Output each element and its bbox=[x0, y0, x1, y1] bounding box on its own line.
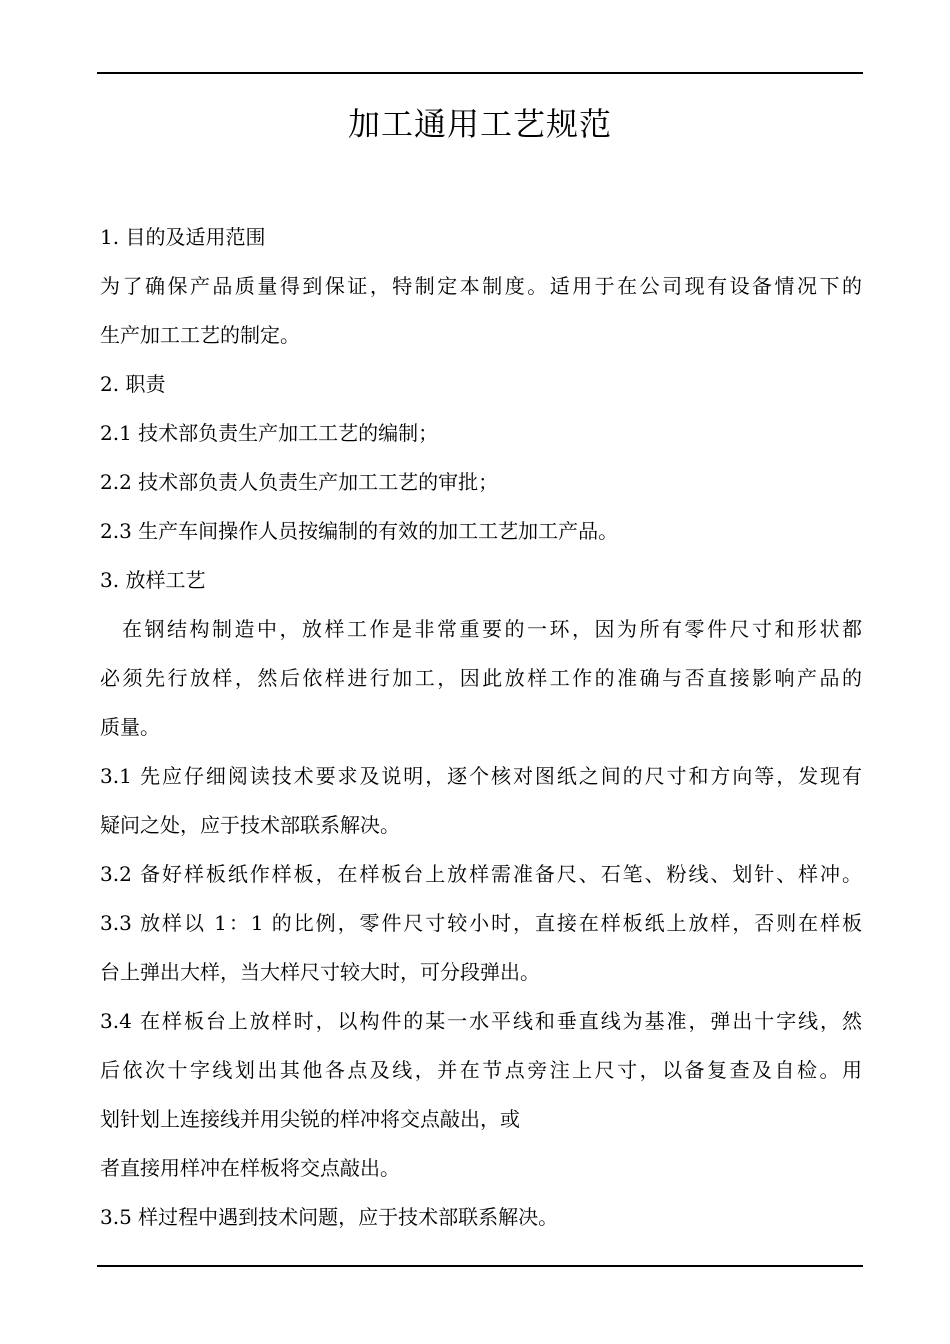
body-line: 疑问之处，应于技术部联系解决。 bbox=[100, 813, 400, 837]
body-line: 2.1 技术部负责生产加工工艺的编制； bbox=[100, 421, 439, 445]
header-rule bbox=[97, 72, 863, 74]
body-line: 后依次十字线划出其他各点及线，并在节点旁注上尺寸，以备复查及自检。用 bbox=[100, 1058, 862, 1082]
body-line: 台上弹出大样，当大样尺寸较大时，可分段弹出。 bbox=[100, 960, 540, 984]
body-line: 为了确保产品质量得到保证，特制定本制度。适用于在公司现有设备情况下的 bbox=[100, 274, 862, 298]
body-line: 划针划上连接线并用尖锐的样冲将交点敲出，或 bbox=[100, 1107, 520, 1131]
body-line: 在钢结构制造中，放样工作是非常重要的一环，因为所有零件尺寸和形状都 bbox=[122, 617, 862, 641]
body-line: 3.1 先应仔细阅读技术要求及说明，逐个核对图纸之间的尺寸和方向等，发现有 bbox=[100, 764, 862, 788]
body-line: 3.2 备好样板纸作样板，在样板台上放样需准备尺、石笔、粉线、划针、样冲。 bbox=[100, 862, 862, 886]
body-line: 质量。 bbox=[100, 715, 160, 739]
body-line: 2.3 生产车间操作人员按编制的有效的加工工艺加工产品。 bbox=[100, 519, 619, 543]
body-line: 2. 职责 bbox=[100, 372, 166, 396]
body-line: 3.3 放样以 1：1 的比例，零件尺寸较小时，直接在样板纸上放样，否则在样板 bbox=[100, 911, 862, 935]
body-line: 3. 放样工艺 bbox=[100, 568, 206, 592]
document-body bbox=[100, 213, 862, 1242]
footer-rule bbox=[97, 1265, 863, 1267]
body-line: 1. 目的及适用范围 bbox=[100, 225, 266, 249]
body-line: 3.5 样过程中遇到技术问题，应于技术部联系解决。 bbox=[100, 1205, 559, 1229]
body-line: 者直接用样冲在样板将交点敲出。 bbox=[100, 1156, 400, 1180]
body-line: 2.2 技术部负责人负责生产加工工艺的审批； bbox=[100, 470, 499, 494]
document-title: 加工通用工艺规范 bbox=[347, 105, 612, 143]
body-line: 必须先行放样，然后依样进行加工，因此放样工作的准确与否直接影响产品的 bbox=[100, 666, 862, 690]
body-line: 生产加工工艺的制定。 bbox=[100, 323, 300, 347]
body-line: 3.4 在样板台上放样时，以构件的某一水平线和垂直线为基准，弹出十字线，然 bbox=[100, 1009, 862, 1033]
